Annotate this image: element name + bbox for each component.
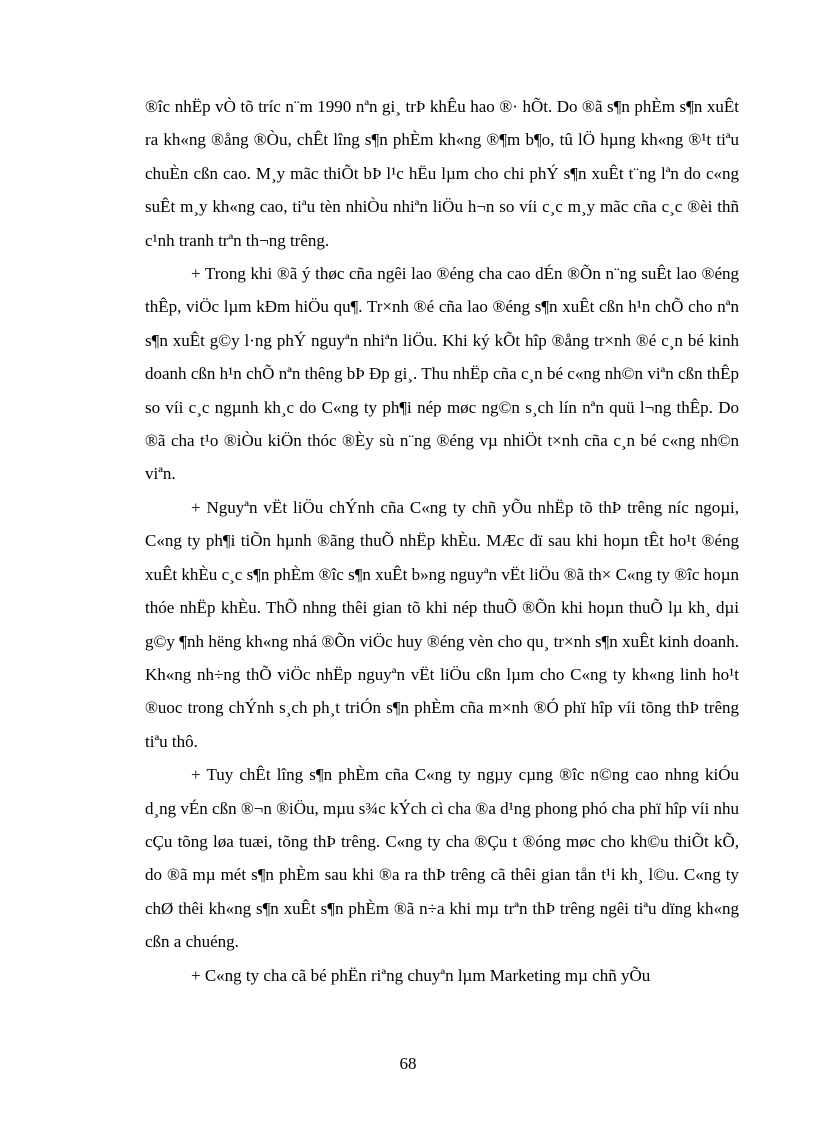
page-number: 68 — [399, 1054, 417, 1073]
paragraph-2: + Trong khi ®ã ý thøc cña ngêi lao ®éng cha cao dÉn ®Õn n¨ng suÊt lao ®éng thÊp, viÖc lµm kÐm hiÖu qu¶. Tr×nh ®é cña lao ®éng s¶n xuÊt cßn h¹n chÕ cho nªn s¶n xuÊt g©y l·ng phÝ nguyªn nhiªn liÖu. Khi ký kÕt hîp ®ång tr×nh ®é c¸n bé kinh doanh cßn h¹n chÕ nªn thêng bÞ Ðp gi¸. Thu nhËp cña c¸n bé c«ng nh©n viªn cßn thÊp so víi c¸c ngµnh kh¸c do C«ng ty ph¶i nép møc ng©n s¸ch lín nªn quü l¬ng thÊp. Do ®ã cha t¹o ®iÒu kiÖn thóc ®Èy sù n¨ng ®éng vµ nhiÖt t×nh cña c¸n bé c«ng nh©n viªn. — [145, 264, 739, 484]
paragraph-4: + Tuy chÊt lîng s¶n phÈm cña C«ng ty ngµy cµng ®îc n©ng cao nhng kiÓu d¸ng vÉn cßn ®¬n ®iÖu, mµu s¾c kÝch cì cha ®a d¹ng phong phó cha phï hîp víi nhu cÇu tõng løa tuæi, tõng thÞ trêng. C«ng ty cha ®Çu t ®óng møc cho kh©u thiÕt kÕ, do ®ã mµ mét s¶n phÈm sau khi ®a ra thÞ trêng cã thêi gian tån t¹i kh¸ l©u. C«ng ty chØ thêi kh«ng s¶n xuÊt s¶n phÈm ®ã n÷a khi mµ trªn thÞ trêng ngêi tiªu dïng kh«ng cßn a chuéng. — [145, 765, 739, 952]
paragraph-1: ®îc nhËp vÒ tõ tríc n¨m 1990 nªn gi¸ trÞ khÊu hao ®· hÕt. Do ®ã s¶n phÈm s¶n xuÊt ra kh«ng ®ång ®Òu, chÊt lîng s¶n phÈm kh«ng ®¶m b¶o, tû lÖ hµng kh«ng ®¹t tiªu chuÈn cßn cao. M¸y mãc thiÕt bÞ l¹c hËu lµm cho chi phÝ s¶n xuÊt t¨ng lªn do c«ng suÊt m¸y kh«ng cao, tiªu tèn nhiÒu nhiªn liÖu h¬n so víi c¸c m¸y mãc cña c¸c ®èi thñ c¹nh tranh trªn th¬ng trêng. — [145, 97, 739, 250]
paragraph-5: + C«ng ty cha cã bé phËn riªng chuyªn lµm Marketing mµ chñ yÕu — [191, 965, 651, 985]
body-text — [145, 90, 739, 992]
paragraph-3: + Nguyªn vËt liÖu chÝnh cña C«ng ty chñ yÕu nhËp tõ thÞ trêng níc ngoµi, C«ng ty ph¶i tiÕn hµnh ®ãng thuÕ nhËp khÈu. MÆc dï sau khi hoµn tÊt ho¹t ®éng xuÊt khÈu c¸c s¶n phÈm ®îc s¶n xuÊt b»ng nguyªn vËt liÖu ®ã th× C«ng ty ®îc hoµn thóe nhËp khÈu. ThÕ nhng thêi gian tõ khi nép thuÕ ®Õn khi hoµn thuÕ lµ kh¸ dµi g©y ¶nh hëng kh«ng nhá ®Õn viÖc huy ®éng vèn cho qu¸ tr×nh s¶n xuÊt kinh doanh. Kh«ng nh÷ng thÕ viÖc nhËp nguyªn vËt liÖu cßn lµm cho C«ng ty kh«ng linh ho¹t ®uoc trong chÝnh s¸ch ph¸t triÓn s¶n phÈm cña m×nh ®Ó phï hîp víi tõng thÞ trêng tiªu thô. — [145, 497, 739, 751]
